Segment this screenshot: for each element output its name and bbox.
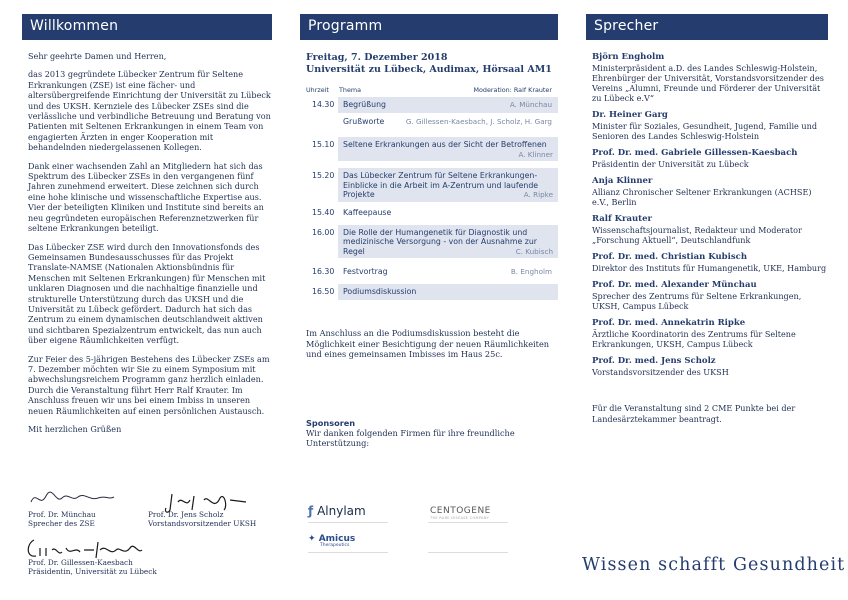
col-moderation-label: Moderation: Ralf Krauter — [473, 86, 552, 94]
speaker-role: Direktor des Instituts für Humangenetik, UKE, Hamburg — [592, 263, 827, 273]
speaker-role: Präsidentin der Universität zu Lübeck — [592, 159, 749, 169]
program-row — [300, 224, 558, 259]
signature-name: Prof. Dr. Gillessen-Kaesbach — [28, 558, 133, 567]
program-time: 16.00 — [312, 227, 335, 237]
speaker-role: Ärztliche Koordinatorin des Zentrums für Seltene Erkrankungen, UKSH, Campus Lübeck — [592, 329, 796, 349]
speaker-name: Anja Klinner — [592, 176, 653, 186]
speaker-entry — [592, 52, 828, 103]
program-row — [300, 113, 558, 130]
sponsor-title: Sponsoren — [306, 417, 356, 428]
program-table-header — [300, 86, 558, 96]
centogene-logo-subtext: THE RARE DISEASE COMPANY — [430, 516, 490, 520]
speaker-entry — [592, 214, 828, 245]
speaker-role: Minister für Soziales, Gesundheit, Jugend, Familie und Senioren des Landes Schleswig-Holstein — [592, 121, 818, 141]
program-table — [300, 86, 558, 300]
program-header: Programm — [300, 14, 558, 40]
speaker-role: Ministerpräsident a.D. des Landes Schleswig-Holstein, Ehrenbürger der Universität, Vorstandsvorsitzender des Vereins „Alumni, Freunde und Förderer der Universität zu Lübeck e.V“ — [592, 63, 824, 103]
welcome-text — [22, 51, 272, 434]
speaker-name: Prof. Dr. med. Gabriele Gillessen-Kaesbach — [592, 148, 798, 158]
speaker-list — [586, 52, 828, 377]
speaker-role: Vorstandsvorsitzender des UKSH — [592, 367, 729, 377]
program-time: 15.20 — [312, 171, 335, 180]
welcome-paragraph: Das Lübecker ZSE wird durch den Innovationsfonds des Gemeinsamen Bundesausschusses für das Projekt Translate-NAMSE (Nationalen Aktionsbündnis für Menschen mit Seltenen Erkrankungen) für Menschen mit unklaren Diagnosen und die nachhaltige finanzielle und strukturelle Unterstützung durch das UKSH und die Universität zu Lübeck gefördert. Dadurch hat sich das Zentrum zu einem dynamischen deutschlandweit aktiven und sichtbaren Spezialzentrum entwickelt, das nun auch über eigene Räumlichkeiten verfügt. — [28, 241, 266, 346]
program-title: Seltene Erkrankungen aus der Sicht der Betroffenen — [343, 140, 547, 149]
signature-role: Vorstandsvorsitzender UKSH — [148, 519, 257, 528]
program-venue: Universität zu Lübeck, Audimax, Hörsaal AM1 — [306, 64, 552, 75]
speaker-entry — [592, 148, 828, 169]
signature-role: Sprecher des ZSE — [28, 519, 95, 528]
program-row — [300, 204, 558, 222]
welcome-header: Willkommen — [22, 14, 272, 40]
program-time: 15.40 — [312, 207, 335, 217]
speaker-name: Prof. Dr. med. Christian Kubisch — [592, 252, 747, 262]
speaker-name: Prof. Dr. med. Jens Scholz — [592, 356, 716, 366]
program-date-venue — [300, 52, 558, 76]
speaker-entry — [592, 110, 828, 141]
speaker-name: Prof. Dr. med. Alexander Münchau — [592, 280, 757, 290]
amicus-logo-subtext: Therapeutics — [320, 543, 350, 548]
welcome-closing: Mit herzlichen Grüßen — [28, 424, 122, 434]
speaker-role: Wissenschaftsjournalist, Redakteur und Moderator „Forschung Aktuell“, Deutschlandfunk — [592, 225, 802, 245]
amicus-logo-text: Amicus — [318, 534, 356, 544]
program-time — [300, 114, 338, 130]
col-theme-label: Thema — [339, 86, 362, 94]
amicus-mark-icon: ✦ — [308, 534, 316, 544]
speakers-column — [586, 14, 828, 424]
speakers-header: Sprecher — [586, 14, 828, 40]
speaker-name: Dr. Heiner Garg — [592, 110, 668, 120]
slogan: Wissen schafft Gesundheit — [582, 555, 846, 575]
alnylam-mark-icon: ƒ — [308, 504, 314, 518]
alnylam-logo — [308, 504, 366, 518]
program-row — [300, 136, 558, 161]
sponsor-logos — [300, 500, 558, 560]
cme-note: Für die Veranstaltung sind 2 CME Punkte bei der Landesärztekammer beantragt. — [592, 403, 796, 424]
program-after-text: Im Anschluss an die Podiumsdiskussion besteht die Möglichkeit einer Besichtigung der neuen Räumlichkeiten und eines gemeinsamen Imbisses im Haus 25c. — [306, 328, 550, 360]
welcome-column — [22, 14, 272, 434]
alnylam-logo-text: Alnylam — [317, 504, 366, 518]
speaker-role: Sprecher des Zentrums für Seltene Erkrankungen, UKSH, Campus Lübeck — [592, 291, 802, 311]
signature-role: Präsidentin, Universität zu Lübeck — [28, 567, 157, 576]
signature-name: Prof. Dr. Münchau — [28, 510, 96, 519]
speaker-name: Björn Engholm — [592, 52, 665, 62]
program-row — [300, 283, 558, 300]
program-row — [300, 167, 558, 202]
program-title: Begrüßung — [343, 100, 386, 109]
program-title: Festvortrag — [343, 267, 388, 276]
centogene-logo-text: CENTOGENE — [430, 506, 491, 516]
speaker-entry — [592, 252, 828, 273]
program-speaker: A. Ripke — [523, 190, 553, 199]
program-time: 14.30 — [312, 100, 335, 109]
program-date: Freitag, 7. Dezember 2018 — [306, 52, 448, 63]
speaker-entry — [592, 280, 828, 311]
program-speaker: A. Klinner — [518, 149, 553, 159]
signatures — [28, 480, 278, 595]
program-title: Podiumsdiskussion — [343, 287, 417, 296]
program-speaker: B. Engholm — [510, 267, 552, 276]
speaker-entry — [592, 176, 828, 207]
speaker-entry — [592, 356, 828, 377]
program-time: 15.10 — [312, 140, 335, 149]
program-row — [300, 96, 558, 113]
signature-muenchau — [28, 486, 118, 510]
sponsor-text: Wir danken folgenden Firmen für ihre freundliche Unterstützung: — [306, 427, 515, 449]
col-time-label: Uhrzeit — [306, 86, 329, 94]
program-title: Die Rolle der Humangenetik für Diagnostik und medizinische Versorgung - von der Ausnahme zur Regel — [343, 227, 537, 256]
program-speaker: C. Kubisch — [515, 246, 553, 256]
speaker-role: Allianz Chronischer Seltener Erkrankungen (ACHSE) e.V., Berlin — [592, 187, 812, 207]
program-speaker: G. Gillessen-Kaesbach, J. Scholz, H. Garg — [405, 117, 552, 126]
program-time: 16.50 — [312, 287, 335, 296]
program-title: Grußworte — [343, 117, 385, 126]
program-title: Das Lübecker Zentrum für Seltene Erkrankungen- Einblicke in die Arbeit im A-Zentrum und laufende Projekte — [343, 171, 539, 199]
speaker-entry — [592, 318, 828, 349]
amicus-logo — [308, 534, 355, 548]
welcome-paragraph: das 2013 gegründete Lübecker Zentrum für Seltene Erkrankungen (ZSE) ist eine fächer- und altersübergreifende Einrichtung der Universität zu Lübeck und des UKSH. Kernziele des Lübecker ZSEs sind die verlässliche und verbindliche Betreuung und Beratung von Patienten mit Seltenen Erkrankungen in einem Team von engagierten Ärzten in enger Kooperation mit behandelnden niedergelassenen Kollegen. — [28, 69, 271, 153]
centogene-logo — [430, 506, 491, 520]
signature-name: Prof. Dr. Jens Scholz — [148, 510, 224, 519]
program-time: 16.30 — [312, 267, 335, 276]
program-row — [300, 263, 558, 281]
program-column — [300, 14, 558, 449]
welcome-paragraph: Zur Feier des 5-jährigen Bestehens des Lübecker ZSEs am 7. Dezember möchten wir Sie zu einem Symposium mit abwechslungsreichem Programm ganz herzlich einladen. Durch die Veranstaltung führt Herr Ralf Krauter. Im Anschluss freuen wir uns bei einem Imbiss in unseren neuen Räumlichkeiten auf einen persönlichen Austausch. — [28, 353, 270, 416]
program-title: Kaffeepause — [343, 207, 392, 217]
program-speaker: A. Münchau — [509, 100, 552, 109]
welcome-paragraph: Dank einer wachsenden Zahl an Mitgliedern hat sich das Spektrum des Lübecker ZSEs in den vergangenen fünf Jahren zunehmend erweitert. Diese zeichnen sich durch eine hohe klinische und wissenschaftliche Expertise aus. Vier der beteiligten Kliniken und Institute sind bereits an neu gegründeten europäischen Referenznetzwerken für seltene Erkrankungen beteiligt. — [28, 160, 264, 234]
speaker-name: Prof. Dr. med. Annekatrin Ripke — [592, 318, 746, 328]
welcome-greeting: Sehr geehrte Damen und Herren, — [28, 51, 167, 61]
speaker-name: Ralf Krauter — [592, 214, 652, 224]
